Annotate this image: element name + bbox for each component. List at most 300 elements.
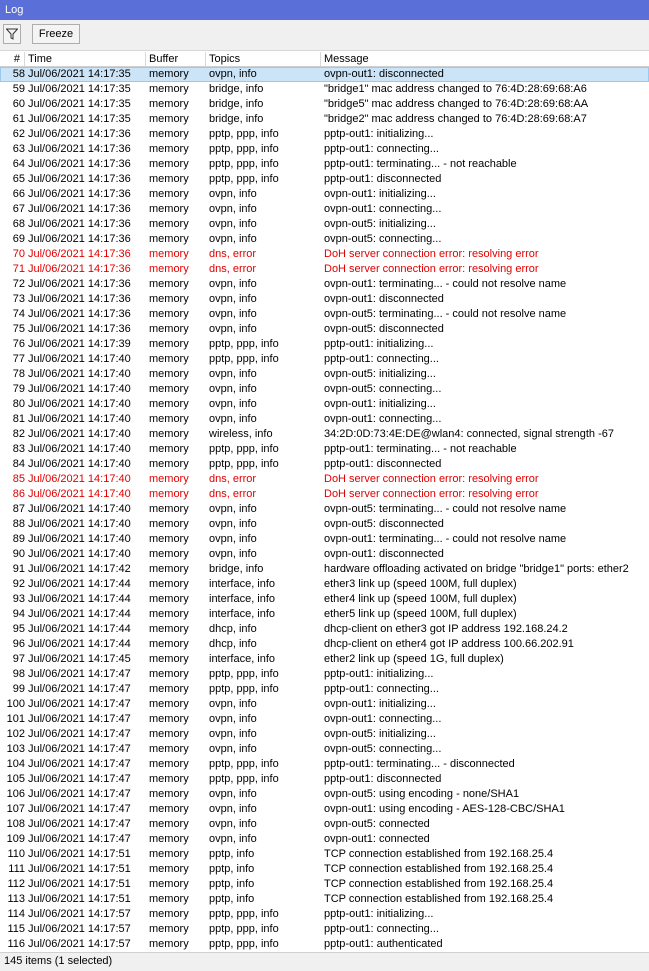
cell-num: 81 (12, 413, 25, 425)
cell-message: pptp-out1: terminating... - not reachable (324, 158, 517, 170)
table-row[interactable] (0, 622, 649, 637)
table-row[interactable] (0, 862, 649, 877)
table-row[interactable] (0, 892, 649, 907)
table-row[interactable] (0, 637, 649, 652)
cell-topics: ovpn, info (209, 383, 257, 395)
cell-message: ovpn-out1: disconnected (324, 548, 444, 560)
cell-topics: dns, error (209, 263, 257, 275)
cell-message: pptp-out1: disconnected (324, 458, 442, 470)
table-row[interactable] (0, 457, 649, 472)
table-row[interactable] (0, 532, 649, 547)
cell-time: Jul/06/2021 14:17:40 (28, 353, 131, 365)
cell-topics: ovpn, info (209, 368, 257, 380)
cell-buffer: memory (149, 173, 189, 185)
cell-message: ovpn-out5: disconnected (324, 323, 444, 335)
cell-num: 85 (12, 473, 25, 485)
cell-buffer: memory (149, 68, 189, 80)
cell-time: Jul/06/2021 14:17:47 (28, 698, 131, 710)
cell-message: pptp-out1: connecting... (324, 683, 439, 695)
cell-topics: pptp, ppp, info (209, 773, 279, 785)
cell-buffer: memory (149, 458, 189, 470)
cell-message: ovpn-out1: using encoding - AES-128-CBC/SHA1 (324, 803, 565, 815)
cell-time: Jul/06/2021 14:17:42 (28, 563, 131, 575)
table-row[interactable] (0, 877, 649, 892)
cell-message: pptp-out1: initializing... (324, 128, 434, 140)
freeze-button[interactable]: Freeze (32, 24, 80, 44)
cell-message: pptp-out1: disconnected (324, 173, 442, 185)
cell-topics: ovpn, info (209, 308, 257, 320)
cell-num: 116 (7, 938, 25, 950)
cell-num: 101 (6, 713, 25, 725)
table-row[interactable] (0, 562, 649, 577)
cell-buffer: memory (149, 158, 189, 170)
cell-message: ovpn-out1: terminating... - could not resolve name (324, 278, 567, 290)
table-row[interactable] (0, 217, 649, 232)
cell-message: dhcp-client on ether3 got IP address 192.168.24.2 (324, 623, 568, 635)
cell-num: 90 (12, 548, 25, 560)
cell-message: pptp-out1: initializing... (324, 668, 434, 680)
cell-num: 72 (12, 278, 25, 290)
cell-time: Jul/06/2021 14:17:40 (28, 413, 131, 425)
cell-topics: pptp, ppp, info (209, 158, 279, 170)
table-row[interactable] (0, 832, 649, 847)
cell-buffer: memory (149, 143, 189, 155)
cell-time: Jul/06/2021 14:17:40 (28, 428, 131, 440)
cell-topics: ovpn, info (209, 713, 257, 725)
cell-topics: bridge, info (209, 83, 264, 95)
cell-time: Jul/06/2021 14:17:47 (28, 728, 131, 740)
cell-topics: pptp, ppp, info (209, 353, 279, 365)
cell-topics: ovpn, info (209, 818, 257, 830)
cell-topics: dns, error (209, 488, 257, 500)
cell-time: Jul/06/2021 14:17:40 (28, 458, 131, 470)
cell-topics: ovpn, info (209, 218, 257, 230)
log-table-body (0, 67, 649, 952)
table-row[interactable] (0, 157, 649, 172)
cell-time: Jul/06/2021 14:17:36 (28, 233, 131, 245)
cell-buffer: memory (149, 308, 189, 320)
cell-buffer: memory (149, 803, 189, 815)
cell-time: Jul/06/2021 14:17:36 (28, 188, 131, 200)
table-row[interactable] (0, 697, 649, 712)
cell-buffer: memory (149, 518, 189, 530)
cell-time: Jul/06/2021 14:17:36 (28, 263, 131, 275)
cell-num: 66 (12, 188, 25, 200)
cell-topics: ovpn, info (209, 188, 257, 200)
cell-buffer: memory (149, 233, 189, 245)
cell-num: 71 (12, 263, 25, 275)
table-row[interactable] (0, 202, 649, 217)
table-row[interactable] (0, 97, 649, 112)
cell-time: Jul/06/2021 14:17:40 (28, 548, 131, 560)
cell-message: ether2 link up (speed 1G, full duplex) (324, 653, 504, 665)
cell-topics: pptp, ppp, info (209, 923, 279, 935)
cell-num: 58 (12, 68, 25, 80)
table-row[interactable] (0, 187, 649, 202)
cell-num: 95 (12, 623, 25, 635)
cell-time: Jul/06/2021 14:17:47 (28, 803, 131, 815)
table-row[interactable] (0, 712, 649, 727)
cell-topics: pptp, ppp, info (209, 908, 279, 920)
cell-num: 84 (12, 458, 25, 470)
cell-topics: ovpn, info (209, 68, 257, 80)
cell-topics: pptp, ppp, info (209, 683, 279, 695)
cell-num: 83 (12, 443, 25, 455)
table-row[interactable] (0, 412, 649, 427)
cell-buffer: memory (149, 203, 189, 215)
cell-buffer: memory (149, 788, 189, 800)
cell-num: 87 (12, 503, 25, 515)
cell-buffer: memory (149, 893, 189, 905)
cell-time: Jul/06/2021 14:17:36 (28, 323, 131, 335)
cell-message: TCP connection established from 192.168.25.4 (324, 863, 554, 875)
cell-time: Jul/06/2021 14:17:40 (28, 533, 131, 545)
cell-buffer: memory (149, 428, 189, 440)
column-header-topics[interactable]: Topics (206, 52, 321, 66)
cell-topics: interface, info (209, 593, 276, 605)
cell-num: 113 (7, 893, 25, 905)
cell-num: 100 (6, 698, 25, 710)
cell-topics: pptp, ppp, info (209, 758, 279, 770)
table-header (0, 52, 649, 67)
cell-message: pptp-out1: initializing... (324, 908, 434, 920)
cell-buffer: memory (149, 638, 189, 650)
cell-num: 67 (12, 203, 25, 215)
table-row[interactable] (0, 937, 649, 952)
cell-num: 76 (12, 338, 25, 350)
cell-time: Jul/06/2021 14:17:40 (28, 473, 131, 485)
cell-topics: dhcp, info (209, 638, 257, 650)
cell-buffer: memory (149, 113, 189, 125)
table-row[interactable] (0, 817, 649, 832)
cell-time: Jul/06/2021 14:17:35 (28, 98, 131, 110)
cell-message: "bridge1" mac address changed to 76:4D:28:69:68:A6 (324, 83, 587, 95)
cell-num: 65 (12, 173, 25, 185)
table-row[interactable] (0, 607, 649, 622)
cell-message: ether4 link up (speed 100M, full duplex) (324, 593, 517, 605)
table-row[interactable] (0, 172, 649, 187)
cell-time: Jul/06/2021 14:17:36 (28, 308, 131, 320)
cell-buffer: memory (149, 593, 189, 605)
cell-topics: bridge, info (209, 563, 264, 575)
cell-topics: pptp, ppp, info (209, 338, 279, 350)
table-row[interactable] (0, 397, 649, 412)
cell-topics: ovpn, info (209, 323, 257, 335)
cell-message: pptp-out1: connecting... (324, 143, 439, 155)
table-row[interactable] (0, 487, 649, 502)
cell-message: TCP connection established from 192.168.25.4 (324, 848, 554, 860)
cell-message: ovpn-out1: connecting... (324, 413, 442, 425)
cell-message: dhcp-client on ether4 got IP address 100.66.202.91 (324, 638, 574, 650)
cell-topics: interface, info (209, 653, 276, 665)
cell-buffer: memory (149, 758, 189, 770)
cell-message: pptp-out1: terminating... - disconnected (324, 758, 515, 770)
cell-time: Jul/06/2021 14:17:47 (28, 788, 131, 800)
cell-num: 59 (12, 83, 25, 95)
cell-time: Jul/06/2021 14:17:44 (28, 593, 131, 605)
cell-buffer: memory (149, 728, 189, 740)
table-row[interactable] (0, 247, 649, 262)
status-text: 145 items (1 selected) (4, 955, 113, 967)
table-row[interactable] (0, 742, 649, 757)
table-row[interactable] (0, 292, 649, 307)
cell-num: 61 (12, 113, 25, 125)
cell-buffer: memory (149, 413, 189, 425)
table-row[interactable] (0, 682, 649, 697)
table-row[interactable] (0, 142, 649, 157)
cell-topics: interface, info (209, 578, 276, 590)
cell-buffer: memory (149, 713, 189, 725)
cell-num: 89 (12, 533, 25, 545)
cell-num: 112 (7, 878, 25, 890)
cell-time: Jul/06/2021 14:17:44 (28, 638, 131, 650)
column-header-num[interactable]: # (0, 52, 25, 66)
cell-buffer: memory (149, 188, 189, 200)
cell-num: 68 (12, 218, 25, 230)
cell-buffer: memory (149, 863, 189, 875)
cell-message: ovpn-out1: disconnected (324, 68, 444, 80)
cell-num: 114 (7, 908, 25, 920)
table-row[interactable] (0, 592, 649, 607)
table-row[interactable] (0, 367, 649, 382)
cell-buffer: memory (149, 263, 189, 275)
cell-topics: ovpn, info (209, 293, 257, 305)
table-row[interactable] (0, 337, 649, 352)
table-row[interactable] (0, 667, 649, 682)
cell-buffer: memory (149, 878, 189, 890)
status-bar (0, 952, 649, 971)
cell-time: Jul/06/2021 14:17:36 (28, 128, 131, 140)
table-row[interactable] (0, 847, 649, 862)
cell-message: ovpn-out5: connecting... (324, 383, 442, 395)
cell-time: Jul/06/2021 14:17:45 (28, 653, 131, 665)
table-row[interactable] (0, 427, 649, 442)
table-row[interactable] (0, 502, 649, 517)
cell-message: pptp-out1: initializing... (324, 338, 434, 350)
cell-time: Jul/06/2021 14:17:36 (28, 218, 131, 230)
cell-time: Jul/06/2021 14:17:44 (28, 578, 131, 590)
table-row[interactable] (0, 727, 649, 742)
cell-buffer: memory (149, 578, 189, 590)
table-row[interactable] (0, 442, 649, 457)
cell-topics: ovpn, info (209, 548, 257, 560)
cell-num: 98 (12, 668, 25, 680)
cell-time: Jul/06/2021 14:17:40 (28, 518, 131, 530)
cell-time: Jul/06/2021 14:17:36 (28, 278, 131, 290)
cell-message: ovpn-out1: terminating... - could not resolve name (324, 533, 567, 545)
cell-message: ovpn-out5: using encoding - none/SHA1 (324, 788, 520, 800)
cell-num: 78 (12, 368, 25, 380)
cell-topics: ovpn, info (209, 398, 257, 410)
cell-buffer: memory (149, 908, 189, 920)
cell-message: ovpn-out5: connected (324, 818, 430, 830)
cell-message: ovpn-out5: connecting... (324, 233, 442, 245)
column-header-buffer[interactable]: Buffer (146, 52, 206, 66)
cell-message: ovpn-out1: disconnected (324, 293, 444, 305)
cell-num: 70 (12, 248, 25, 260)
cell-num: 109 (6, 833, 25, 845)
cell-message: ovpn-out1: initializing... (324, 398, 436, 410)
cell-buffer: memory (149, 338, 189, 350)
cell-num: 99 (12, 683, 25, 695)
cell-time: Jul/06/2021 14:17:35 (28, 113, 131, 125)
table-row[interactable] (0, 232, 649, 247)
table-row[interactable] (0, 577, 649, 592)
cell-buffer: memory (149, 218, 189, 230)
cell-time: Jul/06/2021 14:17:35 (28, 68, 131, 80)
cell-time: Jul/06/2021 14:17:47 (28, 833, 131, 845)
cell-topics: ovpn, info (209, 743, 257, 755)
cell-topics: ovpn, info (209, 788, 257, 800)
cell-buffer: memory (149, 98, 189, 110)
cell-message: pptp-out1: authenticated (324, 938, 443, 950)
cell-buffer: memory (149, 923, 189, 935)
cell-buffer: memory (149, 938, 189, 950)
cell-message: "bridge5" mac address changed to 76:4D:28:69:68:AA (324, 98, 589, 110)
table-row[interactable] (0, 307, 649, 322)
table-row[interactable] (0, 907, 649, 922)
cell-num: 63 (12, 143, 25, 155)
cell-topics: wireless, info (209, 428, 273, 440)
table-row[interactable] (0, 802, 649, 817)
table-row[interactable] (0, 757, 649, 772)
cell-num: 93 (12, 593, 25, 605)
cell-buffer: memory (149, 443, 189, 455)
table-row[interactable] (0, 352, 649, 367)
cell-buffer: memory (149, 773, 189, 785)
cell-buffer: memory (149, 248, 189, 260)
cell-topics: pptp, ppp, info (209, 173, 279, 185)
cell-time: Jul/06/2021 14:17:36 (28, 158, 131, 170)
cell-message: "bridge2" mac address changed to 76:4D:28:69:68:A7 (324, 113, 587, 125)
cell-num: 80 (12, 398, 25, 410)
table-row[interactable] (0, 127, 649, 142)
table-row[interactable] (0, 262, 649, 277)
cell-message: DoH server connection error: resolving error (324, 488, 539, 500)
cell-buffer: memory (149, 698, 189, 710)
table-row[interactable] (0, 517, 649, 532)
column-header-message[interactable]: Message (324, 53, 369, 65)
table-row[interactable] (0, 472, 649, 487)
cell-buffer: memory (149, 563, 189, 575)
cell-time: Jul/06/2021 14:17:36 (28, 203, 131, 215)
cell-buffer: memory (149, 398, 189, 410)
cell-num: 75 (12, 323, 25, 335)
cell-num: 62 (12, 128, 25, 140)
cell-buffer: memory (149, 473, 189, 485)
cell-num: 69 (12, 233, 25, 245)
table-row[interactable] (0, 922, 649, 937)
cell-topics: ovpn, info (209, 698, 257, 710)
cell-buffer: memory (149, 503, 189, 515)
column-header-time[interactable]: Time (25, 52, 146, 66)
cell-topics: interface, info (209, 608, 276, 620)
cell-time: Jul/06/2021 14:17:36 (28, 143, 131, 155)
cell-num: 92 (12, 578, 25, 590)
cell-time: Jul/06/2021 14:17:47 (28, 743, 131, 755)
cell-time: Jul/06/2021 14:17:40 (28, 488, 131, 500)
cell-message: hardware offloading activated on bridge "bridge1" ports: ether2 (324, 563, 629, 575)
cell-message: 34:2D:0D:73:4E:DE@wlan4: connected, signal strength -67 (324, 428, 615, 440)
filter-icon (6, 28, 18, 40)
table-row[interactable] (0, 382, 649, 397)
cell-num: 73 (12, 293, 25, 305)
cell-topics: pptp, info (209, 848, 255, 860)
cell-buffer: memory (149, 83, 189, 95)
table-row[interactable] (0, 772, 649, 787)
window-title: Log (5, 4, 24, 16)
cell-num: 103 (6, 743, 25, 755)
cell-time: Jul/06/2021 14:17:44 (28, 623, 131, 635)
cell-buffer: memory (149, 278, 189, 290)
cell-time: Jul/06/2021 14:17:47 (28, 713, 131, 725)
cell-time: Jul/06/2021 14:17:36 (28, 173, 131, 185)
cell-buffer: memory (149, 323, 189, 335)
cell-time: Jul/06/2021 14:17:51 (28, 863, 131, 875)
cell-buffer: memory (149, 368, 189, 380)
table-row[interactable] (0, 67, 649, 82)
cell-num: 110 (7, 848, 25, 860)
cell-num: 104 (6, 758, 25, 770)
cell-topics: pptp, ppp, info (209, 458, 279, 470)
cell-time: Jul/06/2021 14:17:35 (28, 83, 131, 95)
cell-num: 97 (12, 653, 25, 665)
table-row[interactable] (0, 322, 649, 337)
cell-topics: pptp, info (209, 863, 255, 875)
cell-time: Jul/06/2021 14:17:47 (28, 818, 131, 830)
cell-time: Jul/06/2021 14:17:44 (28, 608, 131, 620)
cell-topics: pptp, ppp, info (209, 128, 279, 140)
cell-time: Jul/06/2021 14:17:47 (28, 773, 131, 785)
filter-button[interactable] (3, 24, 21, 44)
cell-buffer: memory (149, 608, 189, 620)
cell-message: ovpn-out5: connecting... (324, 743, 442, 755)
cell-topics: ovpn, info (209, 278, 257, 290)
cell-num: 111 (8, 863, 25, 875)
cell-num: 96 (12, 638, 25, 650)
table-row[interactable] (0, 82, 649, 97)
cell-num: 60 (12, 98, 25, 110)
cell-num: 105 (6, 773, 25, 785)
cell-time: Jul/06/2021 14:17:47 (28, 668, 131, 680)
table-row[interactable] (0, 112, 649, 127)
cell-buffer: memory (149, 623, 189, 635)
cell-buffer: memory (149, 533, 189, 545)
table-row[interactable] (0, 787, 649, 802)
cell-message: pptp-out1: connecting... (324, 353, 439, 365)
cell-time: Jul/06/2021 14:17:40 (28, 368, 131, 380)
cell-message: ovpn-out1: initializing... (324, 698, 436, 710)
cell-time: Jul/06/2021 14:17:57 (28, 923, 131, 935)
table-row[interactable] (0, 547, 649, 562)
cell-message: ovpn-out1: initializing... (324, 188, 436, 200)
cell-buffer: memory (149, 383, 189, 395)
cell-message: ovpn-out5: disconnected (324, 518, 444, 530)
cell-time: Jul/06/2021 14:17:40 (28, 503, 131, 515)
cell-topics: bridge, info (209, 113, 264, 125)
table-row[interactable] (0, 277, 649, 292)
table-row[interactable] (0, 652, 649, 667)
cell-topics: ovpn, info (209, 533, 257, 545)
cell-topics: ovpn, info (209, 203, 257, 215)
cell-time: Jul/06/2021 14:17:57 (28, 938, 131, 950)
cell-num: 91 (12, 563, 25, 575)
cell-buffer: memory (149, 848, 189, 860)
cell-time: Jul/06/2021 14:17:36 (28, 248, 131, 260)
cell-topics: ovpn, info (209, 503, 257, 515)
cell-buffer: memory (149, 653, 189, 665)
cell-time: Jul/06/2021 14:17:47 (28, 758, 131, 770)
